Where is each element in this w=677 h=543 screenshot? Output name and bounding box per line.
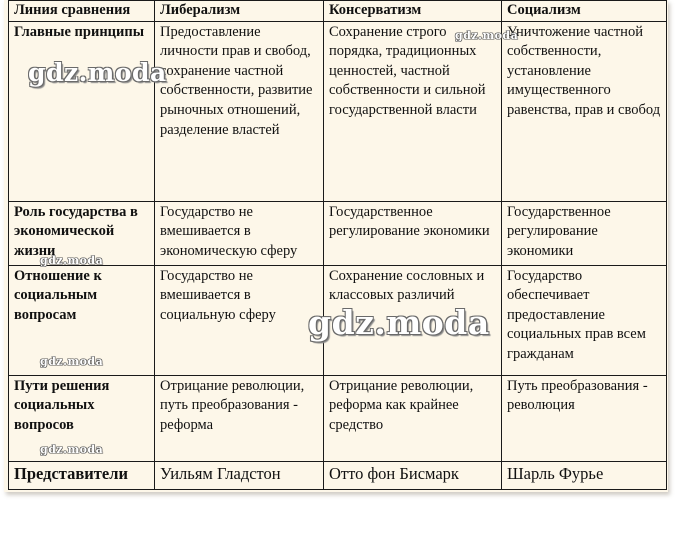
watermark-logo: gdz.moda: [40, 355, 104, 368]
cell-conservatism: Сохранение сословных и классовых различий: [324, 265, 502, 375]
cell-socialism: Путь преобразования - революция: [502, 375, 667, 461]
cell-socialism: Государственное регулирование экономики: [502, 201, 667, 265]
watermark-logo: gdz.moda: [28, 58, 167, 87]
header-cell-socialism: Социализм: [502, 1, 667, 22]
row-label: Пути решения социальных вопросов: [9, 375, 155, 461]
cell-liberalism: Уильям Гладстон: [155, 461, 324, 489]
cell-socialism: Уничтожение частной собственности, установление имущественного равенства, прав и свобод: [502, 21, 667, 201]
cell-liberalism: Предоставление личности прав и свобод, сохранение частной собственности, развитие рыночных отношений, разделение властей: [155, 21, 324, 201]
row-label: Представители: [9, 461, 155, 489]
table-row: [9, 265, 667, 375]
cell-conservatism: Отрицание революции, реформа как крайнее средство: [324, 375, 502, 461]
cell-liberalism: Государство не вмешивается в социальную сферу: [155, 265, 324, 375]
header-cell-liberalism: Либерализм: [155, 1, 324, 22]
table-row: [9, 201, 667, 265]
table-row: [9, 375, 667, 461]
cell-socialism: Государство обеспечивает предоставление социальных прав всем гражданам: [502, 265, 667, 375]
row-label: Отношение к социальным вопросам: [9, 265, 155, 375]
cell-socialism: Шарль Фурье: [502, 461, 667, 489]
header-row: [9, 1, 667, 22]
header-cell-conservatism: Консерватизм: [324, 1, 502, 22]
comparison-table: [8, 0, 667, 490]
cell-conservatism: Отто фон Бисмарк: [324, 461, 502, 489]
cell-liberalism: Государство не вмешивается в экономическую сферу: [155, 201, 324, 265]
watermark-logo: gdz.moda: [308, 303, 490, 342]
cell-conservatism: Сохранение строго порядка, традиционных ценностей, частной собственности и сильной государственной власти: [324, 21, 502, 201]
table-row: [9, 461, 667, 489]
cell-liberalism: Отрицание революции, путь преобразования - реформа: [155, 375, 324, 461]
watermark-logo: gdz.moda: [40, 254, 104, 267]
watermark-logo: gdz.moda: [40, 443, 104, 456]
header-cell-comparison-line: Линия сравнения: [9, 1, 155, 22]
watermark-logo: gdz.moda: [455, 29, 519, 42]
row-label: Главные принципы: [9, 21, 155, 201]
table-row: [9, 21, 667, 201]
row-label: Роль государства в экономической жизни: [9, 201, 155, 265]
cell-conservatism: Государственное регулирование экономики: [324, 201, 502, 265]
